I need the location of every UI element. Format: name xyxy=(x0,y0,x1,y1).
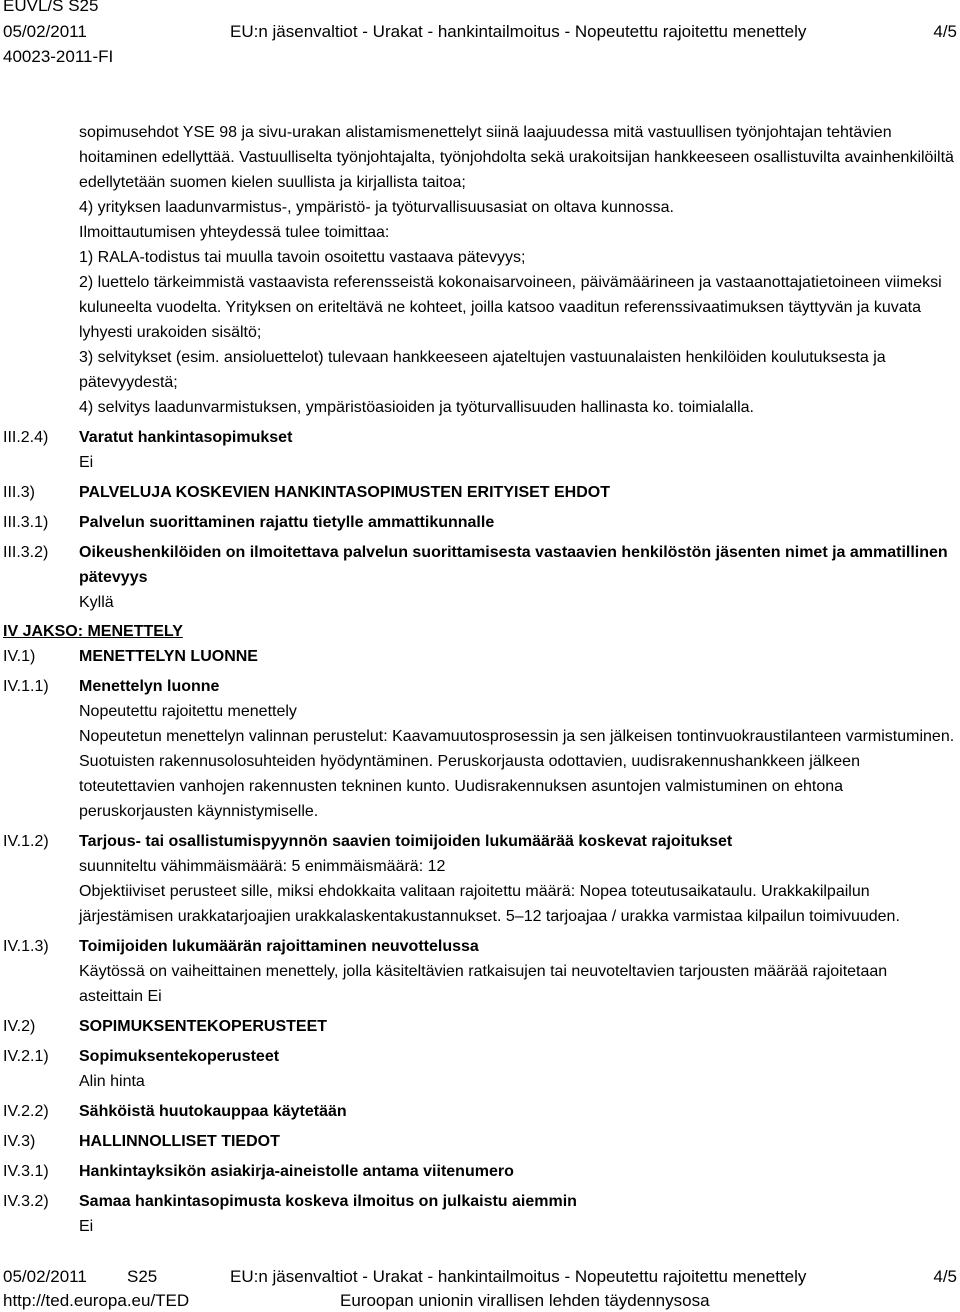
section-iv-2 xyxy=(0,1014,960,1039)
header-title: EU:n jäsenvaltiot - Urakat - hankintailmoitus - Nopeutettu rajoitettu menettely xyxy=(230,22,807,41)
intro-paragraph: 4) yrityksen laadunvarmistus-, ympäristö- ja työturvallisuusasiat on oltava kunnossa. xyxy=(79,199,674,216)
section-iv-1-1 xyxy=(0,674,960,824)
section-number: III.3.1) xyxy=(3,514,49,531)
section-title: Palvelun suorittaminen rajattu tietylle ammattikunnalle xyxy=(79,514,495,531)
section-title: HALLINNOLLISET TIEDOT xyxy=(79,1133,280,1150)
footer-journal: Euroopan unionin virallisen lehden täydennysosa xyxy=(340,1291,710,1310)
footer-title: EU:n jäsenvaltiot - Urakat - hankintailmoitus - Nopeutettu rajoitettu menettely xyxy=(230,1267,807,1286)
section-number: III.3) xyxy=(3,484,36,501)
page-header xyxy=(0,0,960,70)
intro-paragraph: Ilmoittautumisen yhteydessä tulee toimittaa: xyxy=(79,224,390,241)
section-number: III.2.4) xyxy=(3,429,49,446)
intro-block xyxy=(79,120,955,420)
section-iv-3-2 xyxy=(0,1189,960,1239)
section-title: PALVELUJA KOSKEVIEN HANKINTASOPIMUSTEN ERITYISET EHDOT xyxy=(79,484,611,501)
section-iii-3 xyxy=(0,480,960,505)
section-value: Ei xyxy=(79,454,94,471)
section-iv-3 xyxy=(0,1129,960,1154)
header-journal: EUVL/S S25 xyxy=(3,0,99,15)
section-number: IV.3) xyxy=(3,1133,36,1150)
section-value: Nopeutettu rajoitettu menettely xyxy=(79,703,297,720)
section-number: IV.1) xyxy=(3,648,36,665)
section-detail: Nopeutetun menettelyn valinnan perustelut: Kaavamuutosprosessin ja sen jälkeisen tontinvuokraustilanteen varmistuminen. Suotuisten rakennusolosuhteiden hyödyntäminen. Peruskorjausta odottavien, uudisrakennushankkeen jälkeen toteutettavien vanhojen rakennusten tekninen kunto. Uudisrakennuksen asuntojen valmistuminen on ehtona peruskorjausten käynnistymiselle. xyxy=(79,728,955,820)
footer-series: S25 xyxy=(127,1267,158,1286)
section-number: IV.1.1) xyxy=(3,678,49,695)
section-iii-3-2 xyxy=(0,540,960,615)
part-heading: IV JAKSO: MENETTELY xyxy=(3,623,183,640)
section-title: SOPIMUKSENTEKOPERUSTEET xyxy=(79,1018,328,1035)
section-iv-1 xyxy=(0,644,960,669)
section-title: Sähköistä huutokauppaa käytetään xyxy=(79,1103,347,1120)
section-title: Sopimuksentekoperusteet xyxy=(79,1048,280,1065)
section-number: IV.3.1) xyxy=(3,1163,49,1180)
section-iv-3-1 xyxy=(0,1159,960,1184)
section-value: suunniteltu vähimmäismäärä: 5 enimmäismäärä: 12 xyxy=(79,858,446,875)
intro-paragraph: 1) RALA-todistus tai muulla tavoin osoitettu vastaava pätevyys; xyxy=(79,249,526,266)
section-title: MENETTELYN LUONNE xyxy=(79,648,258,665)
section-title: Tarjous- tai osallistumispyynnön saavien toimijoiden lukumäärää koskevat rajoitukset xyxy=(79,833,733,850)
intro-paragraph: 2) luettelo tärkeimmistä vastaavista referensseistä kokonaisarvoineen, päivämäärineen ja vastaanottajatietoineen viimeksi kuluneelta vuodelta. Yrityksen on eriteltävä ne kohteet, joilla katsoo vaaditun referenssivaatimuksen täyttyvän ja kuvata lyhyesti urakoiden sisältö; xyxy=(79,274,942,341)
section-value: Kyllä xyxy=(79,594,114,611)
footer-page-number: 4/5 xyxy=(933,1267,957,1286)
intro-paragraph: 3) selvitykset (esim. ansioluettelot) tulevaan hankkeeseen ajateltujen vastuunalaisten henkilöiden koulutuksesta ja pätevyydestä; xyxy=(79,349,886,391)
section-iv-2-2 xyxy=(0,1099,960,1124)
section-value: Käytössä on vaiheittainen menettely, jolla käsiteltävien ratkaisujen tai neuvoteltavien tarjousten määrää rajoitetaan asteittain Ei xyxy=(79,963,888,1005)
header-doc-id: 40023-2011-FI xyxy=(3,47,114,66)
header-date: 05/02/2011 xyxy=(3,22,87,41)
section-iv-2-1 xyxy=(0,1044,960,1094)
section-title: Toimijoiden lukumäärän rajoittaminen neuvottelussa xyxy=(79,938,479,955)
page-footer xyxy=(0,1262,960,1311)
section-number: III.3.2) xyxy=(3,544,49,561)
section-number: IV.2.2) xyxy=(3,1103,49,1120)
section-iii-3-1 xyxy=(0,510,960,535)
section-title: Menettelyn luonne xyxy=(79,678,220,695)
section-iv-1-2 xyxy=(0,829,960,929)
section-title: Varatut hankintasopimukset xyxy=(79,429,293,446)
section-number: IV.2.1) xyxy=(3,1048,49,1065)
section-iii-2-4 xyxy=(0,425,960,475)
intro-paragraph: 4) selvitys laadunvarmistuksen, ympäristöasioiden ja työturvallisuuden hallinasta ko. toimialalla. xyxy=(79,399,754,416)
section-title: Samaa hankintasopimusta koskeva ilmoitus on julkaistu aiemmin xyxy=(79,1193,577,1210)
section-iv-1-3 xyxy=(0,934,960,1009)
intro-paragraph: sopimusehdot YSE 98 ja sivu-urakan alistamismenettelyt siinä laajuudessa mitä vastuullisen työnjohtajan tehtävien hoitaminen edellyttää. Vastuulliselta työnjohtajalta, työnjohdolta sekä urakoitsijan hankkeeseen osallistuvilta avainhenkilöiltä edellytetään suomen kielen suullista ja kirjallista taitoa; xyxy=(79,124,954,191)
section-title: Hankintayksikön asiakirja-aineistolle antama viitenumero xyxy=(79,1163,514,1180)
section-number: IV.1.2) xyxy=(3,833,49,850)
section-value: Ei xyxy=(79,1218,94,1235)
section-number: IV.3.2) xyxy=(3,1193,49,1210)
section-number: IV.2) xyxy=(3,1018,36,1035)
section-value: Alin hinta xyxy=(79,1073,145,1090)
header-page-number: 4/5 xyxy=(933,22,957,41)
footer-url-link[interactable]: http://ted.europa.eu/TED xyxy=(3,1291,190,1310)
section-detail: Objektiiviset perusteet sille, miksi ehdokkaita valitaan rajoitettu määrä: Nopea toteutusaikataulu. Urakkakilpailun järjestämisen urakkatarjoajien urakkalaskentakustannukset. 5–12 tarjoajaa / urakka varmistaa kilpailun toimivuuden. xyxy=(79,883,900,925)
footer-date: 05/02/2011 xyxy=(3,1267,87,1286)
section-number: IV.1.3) xyxy=(3,938,49,955)
section-title: Oikeushenkilöiden on ilmoitettava palvelun suorittamisesta vastaavien henkilöstön jäsenten nimet ja ammatillinen pätevyys xyxy=(79,544,948,586)
document-body xyxy=(0,120,960,1239)
